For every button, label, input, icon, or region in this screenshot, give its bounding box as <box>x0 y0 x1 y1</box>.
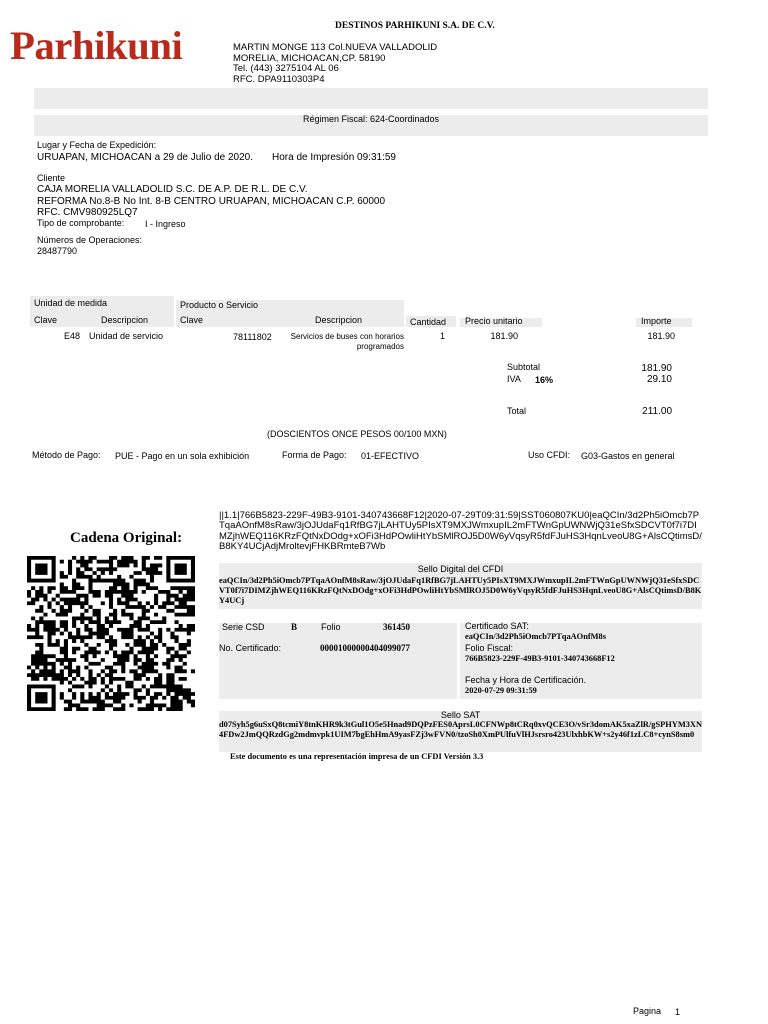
prod-clave-header: Clave <box>180 315 204 325</box>
forma-label: Forma de Pago: <box>282 450 347 460</box>
iva-rate: 16% <box>535 375 554 385</box>
uso-label: Uso CFDI: <box>528 450 571 460</box>
total-value: 211.00 <box>642 406 672 417</box>
address-line-1: MARTIN MONGE 113 Col.NUEVA VALLADOLID <box>233 42 438 53</box>
row-prod-desc-line-1: Servicios de buses con horarios <box>290 332 404 341</box>
page-number: 1 <box>675 1007 681 1017</box>
client-label: Cliente <box>37 173 66 183</box>
regimen-fiscal: Régimen Fiscal: 624-Coordinados <box>302 114 440 124</box>
unit-desc-header: Descripcion <box>101 315 149 325</box>
expedition-value: URUAPAN, MICHOACAN a 29 de Julio de 2020. <box>37 152 254 163</box>
fecha-cert-label: Fecha y Hora de Certificación. <box>465 675 587 685</box>
sello-sat-label: Sello SAT <box>440 710 481 720</box>
metodo-label: Método de Pago: <box>32 450 101 460</box>
print-time: Hora de Impresión 09:31:59 <box>272 152 396 163</box>
comprobante-label: Tipo de comprobante: <box>37 218 125 228</box>
metodo-value: PUE - Pago en un sola exhibición <box>115 451 250 461</box>
sello-cfdi-label: Sello Digital del CFDI <box>417 564 504 574</box>
regimen-band <box>34 115 708 136</box>
folio-fiscal-value: 766B5823-229F-49B3-9101-340743668F12 <box>465 654 615 663</box>
csd-box <box>219 623 457 699</box>
fecha-cert-value: 2020-07-29 09:31:59 <box>465 686 537 695</box>
row-prod-clave: 78111802 <box>233 332 272 342</box>
operaciones-value: 28487790 <box>37 246 78 256</box>
prod-desc-header: Descripcion <box>315 315 363 325</box>
row-unit-desc: Unidad de servicio <box>89 331 164 341</box>
row-importe: 181.90 <box>647 331 675 341</box>
address-line-2: MORELIA, MICHOACAN,CP. 58190 <box>233 52 386 64</box>
sello-sat-text: d07Syh5g6uSxQ8tcmiY8tnKHR9k3tGul1O5e5Hnad9DQPzFES0AprsL0CFNWp8tCRq0xvQCE3O/vSr3domAK5xaZlR/gSPHYM3XN4FDw2JmQQRzdGg2mdmvpk1UIM7bgEhHmA9yasFZj3wFVN0/tzoSh0XmPUlfuVlHJsrsro423UlxhbKW+s2y46f1zLC8+cynS8sm0 <box>219 720 703 740</box>
client-address: REFORMA No.8-B No Int. 8-B CENTRO URUAPAN, MICHOACAN C.P. 60000 <box>37 196 386 207</box>
row-unit-clave: E48 <box>64 331 81 341</box>
qr-code <box>27 556 195 711</box>
serie-csd-value: B <box>291 622 298 632</box>
company-address <box>233 43 437 85</box>
serie-csd-label: Serie CSD <box>222 622 265 632</box>
footer-note: Este documento es una representación impresa de un CFDI Versión 3.3 <box>230 752 484 761</box>
row-prod-desc <box>274 332 404 351</box>
row-cantidad: 1 <box>440 331 446 341</box>
qr-modules <box>27 556 195 711</box>
amount-in-words: (DOSCIENTOS ONCE PESOS 00/100 MXN) <box>267 429 447 439</box>
cadena-label: Cadena Original: <box>70 530 183 546</box>
header-band <box>34 88 708 109</box>
folio-fiscal-label: Folio Fiscal: <box>465 643 514 653</box>
importe-header: Importe <box>641 316 672 326</box>
comprobante-value: I - Ingreso <box>145 219 186 229</box>
subtotal-value: 181.90 <box>641 363 672 374</box>
total-label: Total <box>507 406 527 416</box>
cert-sat-value: eaQCIn/3d2Ph5iOmcb7PTqaAOnfM8s <box>465 632 606 641</box>
page-label: Pagina <box>633 1006 662 1016</box>
cert-sat-label: Certificado SAT: <box>465 621 529 631</box>
iva-value: 29.10 <box>646 374 672 385</box>
cadena-original-text: ||1.1|766B5823-229F-49B3-9101-340743668F12|2020-07-29T09:31:59|SST060807KU0|eaQCIn/3d2Ph5iOmcb7PTqaAOnfM8sRaw/3jOJUdaFq1RfBG7jLAHTUy5PIsXT9MXJWmxupIL2mFTWnGpUWNWjQ31eSfxSDCVT0f7i7DIMZjhWEQ116KRzFQtNxDOdg+xOFi3HdPOwliHtYbSMlROJ5D0W6yVqsyR5fdFJuHS3HqnLveoU8G+AlsCQtimsD/B8KY4UCjAdjMroltevjFHKBRmteB7Wb <box>219 511 702 553</box>
unit-clave-header: Clave <box>34 315 58 325</box>
expedition-label: Lugar y Fecha de Expedición: <box>37 140 157 150</box>
company-name: DESTINOS PARHIKUNI S.A. DE C.V. <box>335 21 495 31</box>
uso-value: G03-Gastos en general <box>581 451 675 461</box>
unidad-header: Unidad de medida <box>34 298 108 308</box>
iva-label: IVA <box>507 374 521 384</box>
client-rfc: RFC. CMV980925LQ7 <box>37 207 138 218</box>
precio-header: Precio unitario <box>465 316 523 326</box>
subtotal-label: Subtotal <box>507 362 541 372</box>
row-precio: 181.90 <box>490 331 518 341</box>
no-certificado-label: No. Certificado: <box>219 643 282 653</box>
row-prod-desc-line-2: programados <box>356 341 404 351</box>
folio-label: Folio <box>321 622 341 632</box>
company-logo: Parhikuni <box>10 23 183 68</box>
producto-header: Producto o Servicio <box>180 300 259 310</box>
client-name: CAJA MORELIA VALLADOLID S.C. DE A.P. DE R.L. DE C.V. <box>37 184 308 195</box>
company-rfc: RFC. DPA9110303P4 <box>233 73 325 85</box>
sello-cfdi-text: eaQCIn/3d2Ph5iOmcb7PTqaAOnfM8sRaw/3jOJUdaFq1RfBG7jLAHTUy5PIsXT9MXJWmxupIL2mFTWnGpUWNWjQ31eSfxSDCVT0f7i7DIMZjhWEQ116KRzFQtNxDOdg+xOFi3HdPOwliHtYbSMlROJ5D0W6yVqsyR5fdFJuHS3HqnLveoU8G+AlsCQtimsD/B8KY4UCj <box>219 576 702 606</box>
operaciones-label: Números de Operaciones: <box>37 235 143 245</box>
no-certificado-value: 00001000000404099077 <box>320 643 410 653</box>
folio-value: 361450 <box>383 622 410 632</box>
cantidad-header: Cantidad <box>410 317 447 327</box>
forma-value: 01-EFECTIVO <box>361 451 420 461</box>
company-phone: Tel. (443) 3275104 AL 06 <box>233 63 339 74</box>
